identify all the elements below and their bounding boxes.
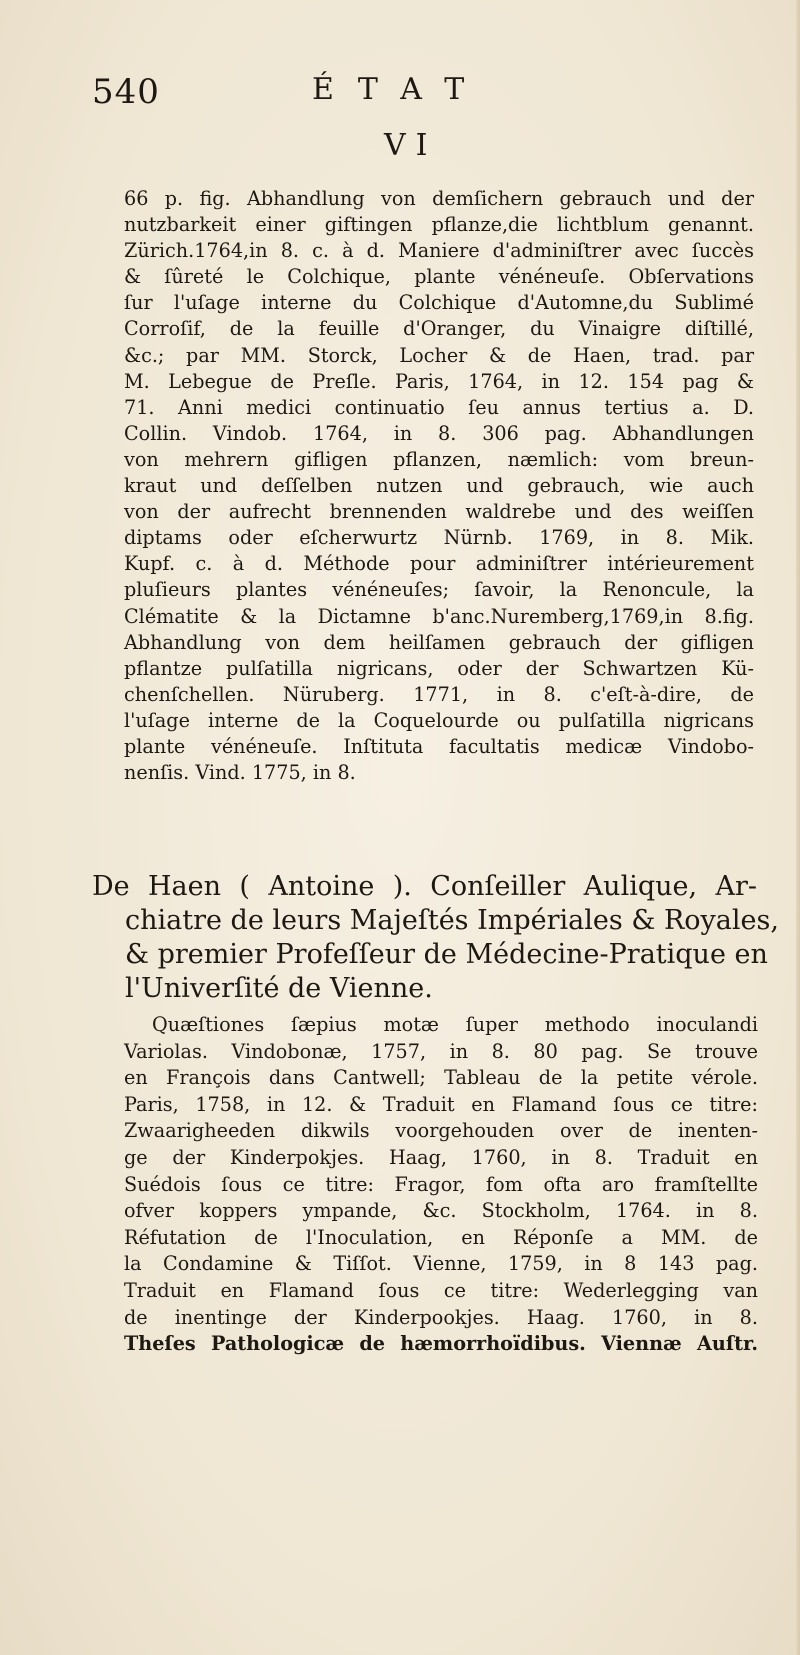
text-line: Kupf. c. à d. Méthode pour adminiſtrer intérieurement xyxy=(124,552,754,576)
text-line: Variolas. Vindobonæ, 1757, in 8. 80 pag. Se trouve xyxy=(124,1039,758,1063)
heading-line: l'Univerſité de Vienne. xyxy=(125,973,433,1004)
text-line: chenſchellen. Nüruberg. 1771, in 8. c'eſt-à-dire, de xyxy=(124,682,754,706)
page-edge xyxy=(796,0,800,1655)
text-line: plante vénéneuſe. Inſtituta facultatis medicæ Vindobo- xyxy=(124,734,754,758)
text-line: la Condamine & Tiſſot. Vienne, 1759, in 8 143 pag. xyxy=(124,1252,758,1276)
text-line: Corroſif, de la feuille d'Oranger, du Vinaigre diſtillé, xyxy=(124,317,754,341)
text-line: 71. Anni medici continuatio ſeu annus tertius a. D. xyxy=(124,395,754,419)
text-line: nutzbarkeit einer giftingen pflanze,die lichtblum genannt. xyxy=(124,213,754,237)
text-line: ſur l'uſage interne du Colchique d'Automne,du Sublimé xyxy=(124,291,754,315)
author-entry-paragraph xyxy=(124,1012,758,1358)
heading-line: De Haen ( Antoine ). Conſeiller Aulique, Ar- xyxy=(92,871,757,902)
running-head: ÉTAT xyxy=(312,72,489,107)
text-line: Quæſtiones ſæpius motæ ſuper methodo inoculandi xyxy=(152,1013,758,1036)
text-line: Traduit en Flamand ſous ce titre: Wederlegging van xyxy=(124,1278,758,1302)
text-line: M. Lebegue de Preſle. Paris, 1764, in 12. 154 pag & xyxy=(124,369,754,393)
text-line: Abhandlung von dem heilſamen gebrauch der gifligen xyxy=(124,630,754,654)
text-line: en François dans Cantwell; Tableau de la petite vérole. xyxy=(124,1066,758,1090)
text-line: Theſes Pathologicæ de hæmorrhoïdibus. Viennæ Auſtr. xyxy=(124,1332,758,1356)
heading-line: chiatre de leurs Majeſtés Impériales & Royales, xyxy=(125,905,779,936)
section-mark: VI xyxy=(384,128,438,163)
page-number: 540 xyxy=(92,72,160,112)
heading-line: & premier Profeſſeur de Médecine-Pratique en xyxy=(125,939,768,970)
author-heading xyxy=(92,870,779,1006)
continued-entry-paragraph xyxy=(124,186,754,786)
text-line: 66 p. fig. Abhandlung von demſichern gebrauch und der xyxy=(124,187,754,210)
text-line: Zürich.1764,in 8. c. à d. Maniere d'adminiſtrer avec ſuccès xyxy=(124,239,754,263)
text-line: ge der Kinderpokjes. Haag, 1760, in 8. Traduit en xyxy=(124,1145,758,1169)
text-line: l'uſage interne de la Coquelourde ou pulſatilla nigricans xyxy=(124,708,754,732)
text-line: Réfutation de l'Inoculation, en Réponſe a MM. de xyxy=(124,1225,758,1249)
text-line: Zwaarigheeden dikwils voorgehouden over de inenten- xyxy=(124,1119,758,1143)
text-line: Clématite & la Dictamne b'anc.Nuremberg,1769,in 8.fig. xyxy=(124,604,754,628)
text-line: von mehrern gifligen pflanzen, næmlich: vom breun- xyxy=(124,447,754,471)
text-line: Paris, 1758, in 12. & Traduit en Flamand ſous ce titre: xyxy=(124,1092,758,1116)
text-line: & ſûreté le Colchique, plante vénéneuſe. Obſervations xyxy=(124,265,754,289)
text-line: pluſieurs plantes vénéneuſes; ſavoir, la Renoncule, la xyxy=(124,578,754,602)
text-line: Suédois ſous ce titre: Fragor, fom ofta aro framſtellte xyxy=(124,1172,758,1196)
text-line: &c.; par MM. Storck, Locher & de Haen, trad. par xyxy=(124,343,754,367)
text-line: nenſis. Vind. 1775, in 8. xyxy=(124,761,356,785)
text-line: kraut und deſſelben nutzen und gebrauch, wie auch xyxy=(124,474,754,498)
text-line: diptams oder eſcherwurtz Nürnb. 1769, in 8. Mik. xyxy=(124,526,754,550)
text-line: pflantze pulſatilla nigricans, oder der Schwartzen Kü- xyxy=(124,656,754,680)
text-line: Collin. Vindob. 1764, in 8. 306 pag. Abhandlungen xyxy=(124,421,754,445)
text-line: de inentinge der Kinderpookjes. Haag. 1760, in 8. xyxy=(124,1305,758,1329)
text-line: von der aufrecht brennenden waldrebe und des weiſſen xyxy=(124,500,754,524)
text-line: ofver koppers ympande, &c. Stockholm, 1764. in 8. xyxy=(124,1199,758,1223)
